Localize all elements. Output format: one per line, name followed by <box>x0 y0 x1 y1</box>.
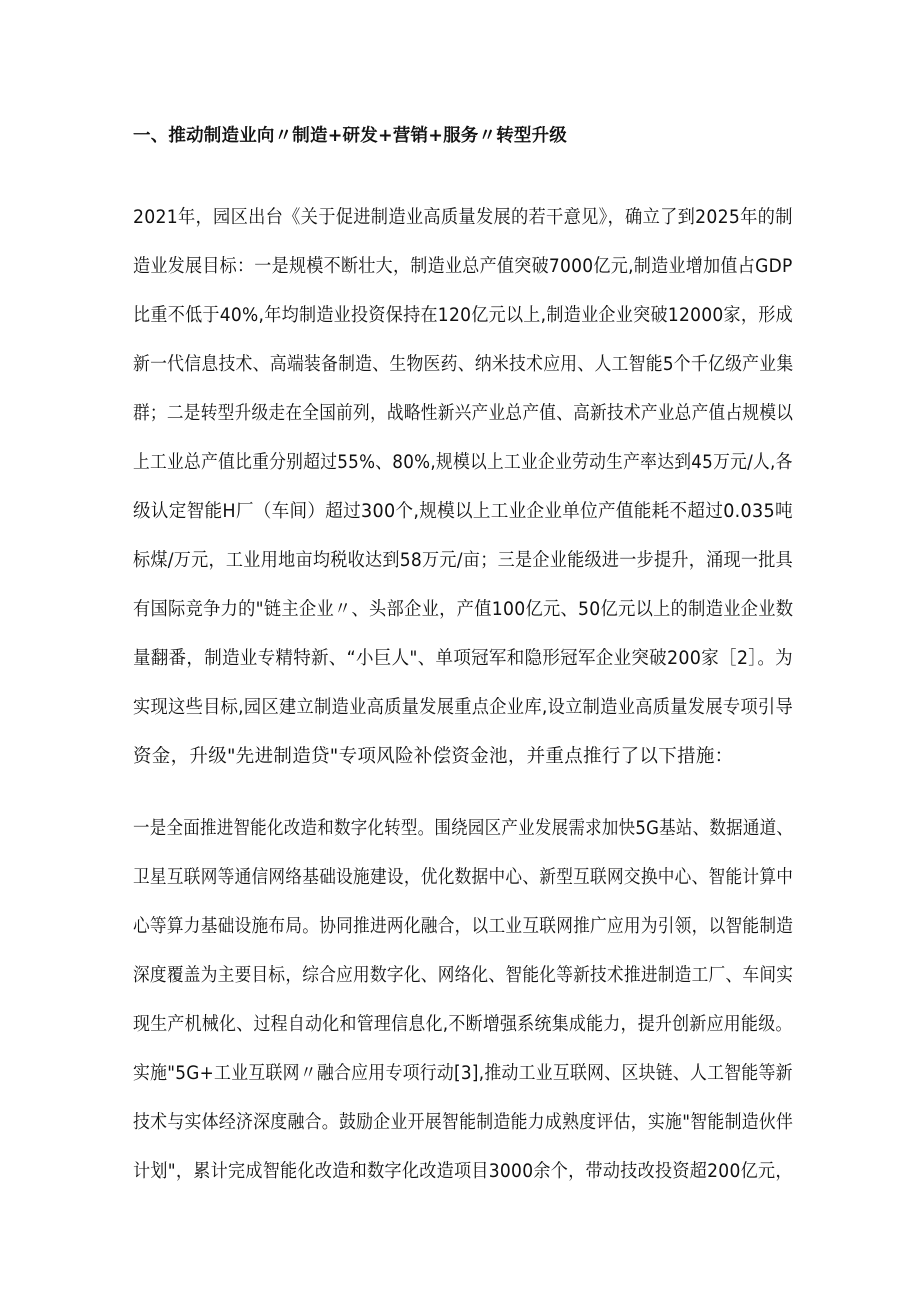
paragraph-line: 上工业总产值比重分别超过55%、80%,规模以上工业企业劳动生产率达到45万元/人,各 <box>133 452 793 473</box>
paragraph-line: 群；二是转型升级走在全国前列，战略性新兴产业总产值、高新技术产业总产值占规模以 <box>133 403 794 424</box>
paragraph-line: 深度覆盖为主要目标，综合应用数字化、网络化、智能化等新技术推进制造工厂、车间实 <box>133 965 794 986</box>
paragraph-line: 现生产机械化、过程自动化和管理信息化,不断增强系统集成能力，提升创新应用能级。 <box>133 1014 793 1035</box>
section-heading: 一、推动制造业向〃制造+研发+营销+服务〃转型升级 <box>133 126 567 146</box>
paragraph-line: 量翻番，制造业专精特新、“小巨人"、单项冠军和隐形冠军企业突破200家［2］。为 <box>133 648 793 669</box>
paragraph-line: 造业发展目标：一是规模不断壮大，制造业总产值突破7000亿元,制造业增加值占GDP <box>133 256 793 277</box>
paragraph-line: 心等算力基础设施布局。协同推进两化融合，以工业互联网推广应用为引领，以智能制造 <box>133 916 794 937</box>
paragraph-line: 资金，升级"先进制造贷"专项风险补偿资金池，并重点推行了以下措施： <box>133 746 734 767</box>
paragraph-line: 级认定智能H厂（车间）超过300个,规模以上工业企业单位产值能耗不超过0.035吨 <box>133 501 793 522</box>
paragraph-line: 比重不低于40%,年均制造业投资保持在120亿元以上,制造业企业突破12000家，形成 <box>133 305 793 326</box>
paragraph-line: 计划"，累计完成智能化改造和数字化改造项目3000余个，带动技改投资超200亿元， <box>133 1161 793 1182</box>
paragraph-line: 实施"5G+工业互联网〃融合应用专项行动[3],推动工业互联网、区块链、人工智能等新 <box>133 1063 793 1084</box>
paragraph-line: 卫星互联网等通信网络基础设施建设，优化数据中心、新型互联网交换中心、智能计算中 <box>133 867 794 888</box>
paragraph-line: 技术与实体经济深度融合。鼓励企业开展智能制造能力成熟度评估，实施"智能制造伙伴 <box>133 1112 794 1133</box>
paragraph-line: 新一代信息技术、高端装备制造、生物医药、纳米技术应用、人工智能5个千亿级产业集 <box>133 354 794 375</box>
paragraph-line: 标煤/万元，工业用地亩均税收达到58万元/亩；三是企业能级进一步提升，涌现一批具 <box>133 550 794 571</box>
paragraph-line: 有国际竞争力的"链主企业〃、头部企业，产值100亿元、50亿元以上的制造业企业数 <box>133 599 794 620</box>
paragraph-line: 一是全面推进智能化改造和数字化转型。围绕园区产业发展需求加快5G基站、数据通道、 <box>133 818 794 839</box>
paragraph-line: 2021年，园区出台《关于促进制造业高质量发展的若干意见》，确立了到2025年的制 <box>133 207 793 228</box>
paragraph-line: 实现这些目标,园区建立制造业高质量发展重点企业库,设立制造业高质量发展专项引导 <box>133 697 793 718</box>
